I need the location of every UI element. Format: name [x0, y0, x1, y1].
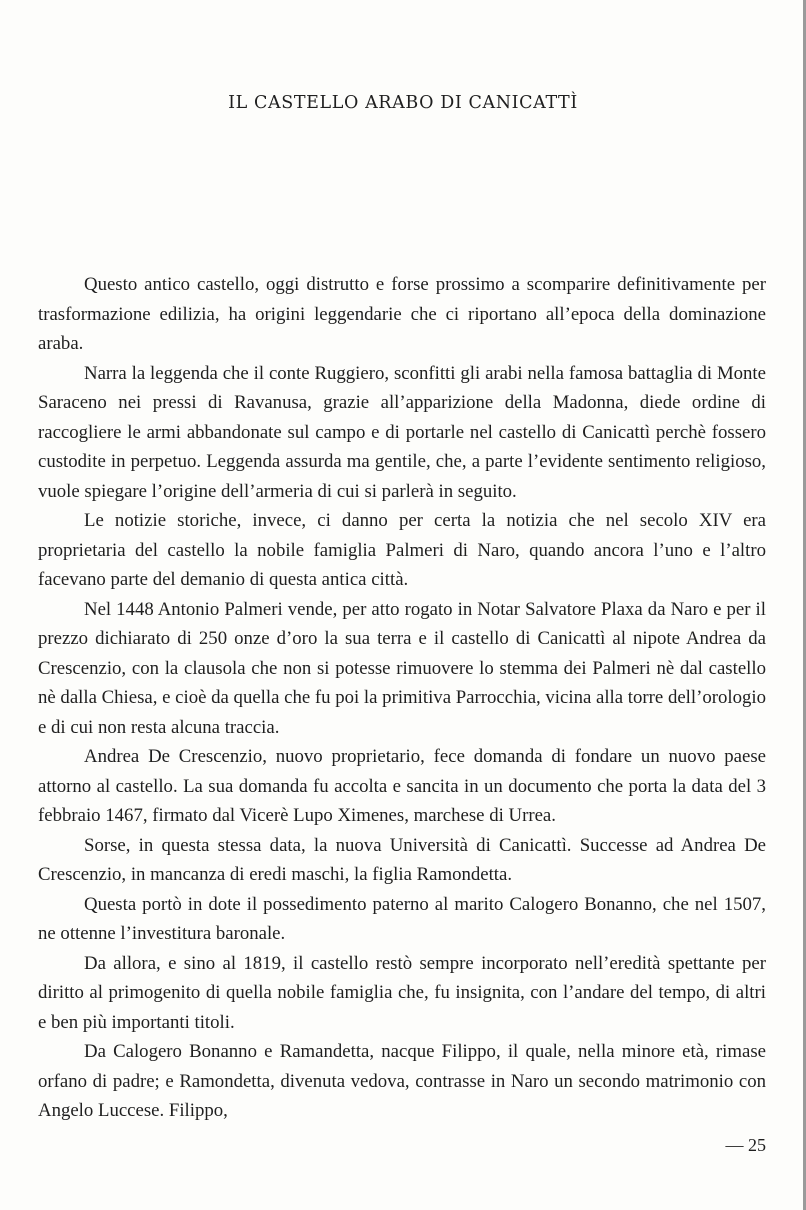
paragraph: Da Calogero Bonanno e Ramandetta, nacque Filippo, il quale, nella minore età, rimase orfano di padre; e Ramondetta, divenuta vedova, contrasse in Naro un secondo matrimonio con Angelo Luccese. Filippo, [38, 1041, 766, 1121]
paragraph: Andrea De Crescenzio, nuovo proprietario, fece domanda di fondare un nuovo paese attorno al castello. La sua domanda fu accolta e sancita in un documento che porta la data del 3 febbraio 1467, firmato dal Vicerè Lupo Ximenes, marchese di Urrea. [38, 746, 766, 826]
page-number: — 25 [725, 1135, 766, 1155]
paragraph: Questa portò in dote il possedimento paterno al marito Calogero Bonanno, che nel 1507, ne ottenne l’investitura baronale. [38, 893, 766, 944]
paragraph: Questo antico castello, oggi distrutto e forse prossimo a scomparire definitivamente per trasformazione edilizia, ha origini leggendarie che ci riportano all’epoca della dominazione araba. [38, 274, 766, 354]
paragraph: Sorse, in questa stessa data, la nuova Università di Canicattì. Successe ad Andrea De Crescenzio, in mancanza di eredi maschi, la figlia Ramondetta. [38, 834, 766, 885]
paragraph: Nel 1448 Antonio Palmeri vende, per atto rogato in Notar Salvatore Plaxa da Naro e per il prezzo dichiarato di 250 onze d’oro la sua terra e il castello di Canicattì al nipote Andrea da Crescenzio, con la clausola che non si potesse rimuovere lo stemma dei Palmeri nè dal castello nè dalla Chiesa, e cioè da quella che fu poi la primitiva Parrocchia, vicina alla torre dell’orologio e di cui non resta alcuna traccia. [38, 598, 767, 738]
paragraph: Da allora, e sino al 1819, il castello restò sempre incorporato nell’eredità spettante per diritto al primogenito di quella nobile famiglia che, fu insignita, con l’andare del tempo, di altri e ben più importanti titoli. [38, 952, 766, 1033]
chapter-title: IL CASTELLO ARABO DI CANICATTÌ [228, 93, 578, 113]
paragraph: Le notizie storiche, invece, ci danno per certa la notizia che nel secolo XIV era proprietaria del castello la nobile famiglia Palmeri di Naro, quando ancora l’uno e l’altro facevano parte del demanio di questa antica città. [38, 510, 766, 590]
body-text [38, 270, 766, 1126]
paragraph: Narra la leggenda che il conte Ruggiero, sconfitti gli arabi nella famosa battaglia di Monte Saraceno nei pressi di Ravanusa, grazie all’apparizione della Madonna, diede ordine di raccogliere le armi abbandonate sul campo e di portarle nel castello di Canicattì perchè fossero custodite in perpetuo. Leggenda assurda ma gentile, che, a parte l’evidente sentimento religioso, vuole spiegare l’origine dell’armeria di cui si parlerà in seguito. [38, 362, 766, 502]
